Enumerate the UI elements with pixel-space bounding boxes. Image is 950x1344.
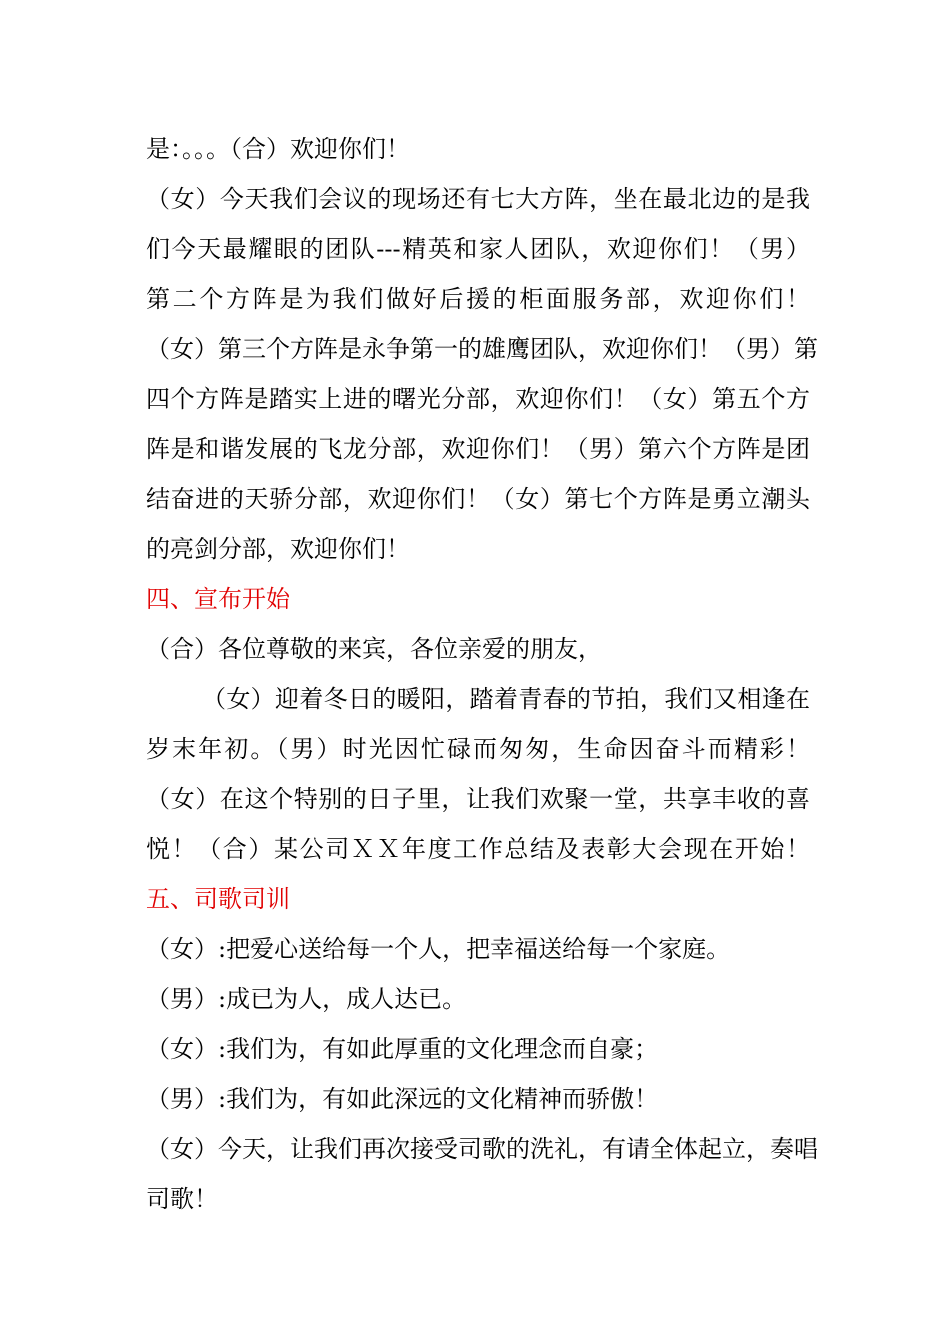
section-heading-announce-start: 四、宣布开始 xyxy=(146,585,290,613)
text-line-17: （女）:把爱心送给每一个人，把幸福送给每一个家庭。 xyxy=(146,935,731,963)
text-line-22: 司歌！ xyxy=(146,1185,218,1213)
text-line-21: （女）今天，让我们再次接受司歌的洗礼，有请全体起立，奏唱 xyxy=(146,1135,818,1163)
section-heading-company-song: 五、司歌司训 xyxy=(146,885,290,913)
text-line-2: （女）今天我们会议的现场还有七大方阵，坐在最北边的是我 xyxy=(146,185,810,213)
text-line-19: （女）:我们为，有如此厚重的文化理念而自豪； xyxy=(146,1035,659,1063)
text-line-6: 四个方阵是踏实上进的曙光分部，欢迎你们！（女）第五个方 xyxy=(146,385,810,413)
text-line-5: （女）第三个方阵是永争第一的雄鹰团队，欢迎你们！（男）第 xyxy=(146,335,818,363)
text-line-7: 阵是和谐发展的飞龙分部，欢迎你们！（男）第六个方阵是团 xyxy=(146,435,810,463)
text-line-18: （男）:成已为人，成人达已。 xyxy=(146,985,467,1013)
text-line-9: 的亮剑分部，欢迎你们！ xyxy=(146,535,410,563)
text-line-12: （女）迎着冬日的暖阳，踏着青春的节拍，我们又相逢在 xyxy=(202,685,810,713)
text-line-1: 是：。。。（合）欢迎你们！ xyxy=(146,135,410,163)
text-line-14: （女）在这个特别的日子里，让我们欢聚一堂，共享丰收的喜 xyxy=(146,785,810,813)
text-line-11: （合）各位尊敬的来宾，各位亲爱的朋友， xyxy=(146,635,602,663)
document-body xyxy=(146,124,818,1224)
text-line-15: 悦！（合）某公司ＸＸ年度工作总结及表彰大会现在开始！ xyxy=(146,835,810,863)
text-line-4: 第二个方阵是为我们做好后援的柜面服务部，欢迎你们！ xyxy=(146,285,810,313)
text-line-20: （男）:我们为，有如此深远的文化精神而骄傲！ xyxy=(146,1085,659,1113)
text-line-3: 们今天最耀眼的团队---精英和家人团队，欢迎你们！（男） xyxy=(146,235,810,263)
text-line-13: 岁末年初。（男）时光因忙碌而匆匆，生命因奋斗而精彩！ xyxy=(146,735,810,763)
text-line-8: 结奋进的天骄分部，欢迎你们！（女）第七个方阵是勇立潮头 xyxy=(146,485,810,513)
